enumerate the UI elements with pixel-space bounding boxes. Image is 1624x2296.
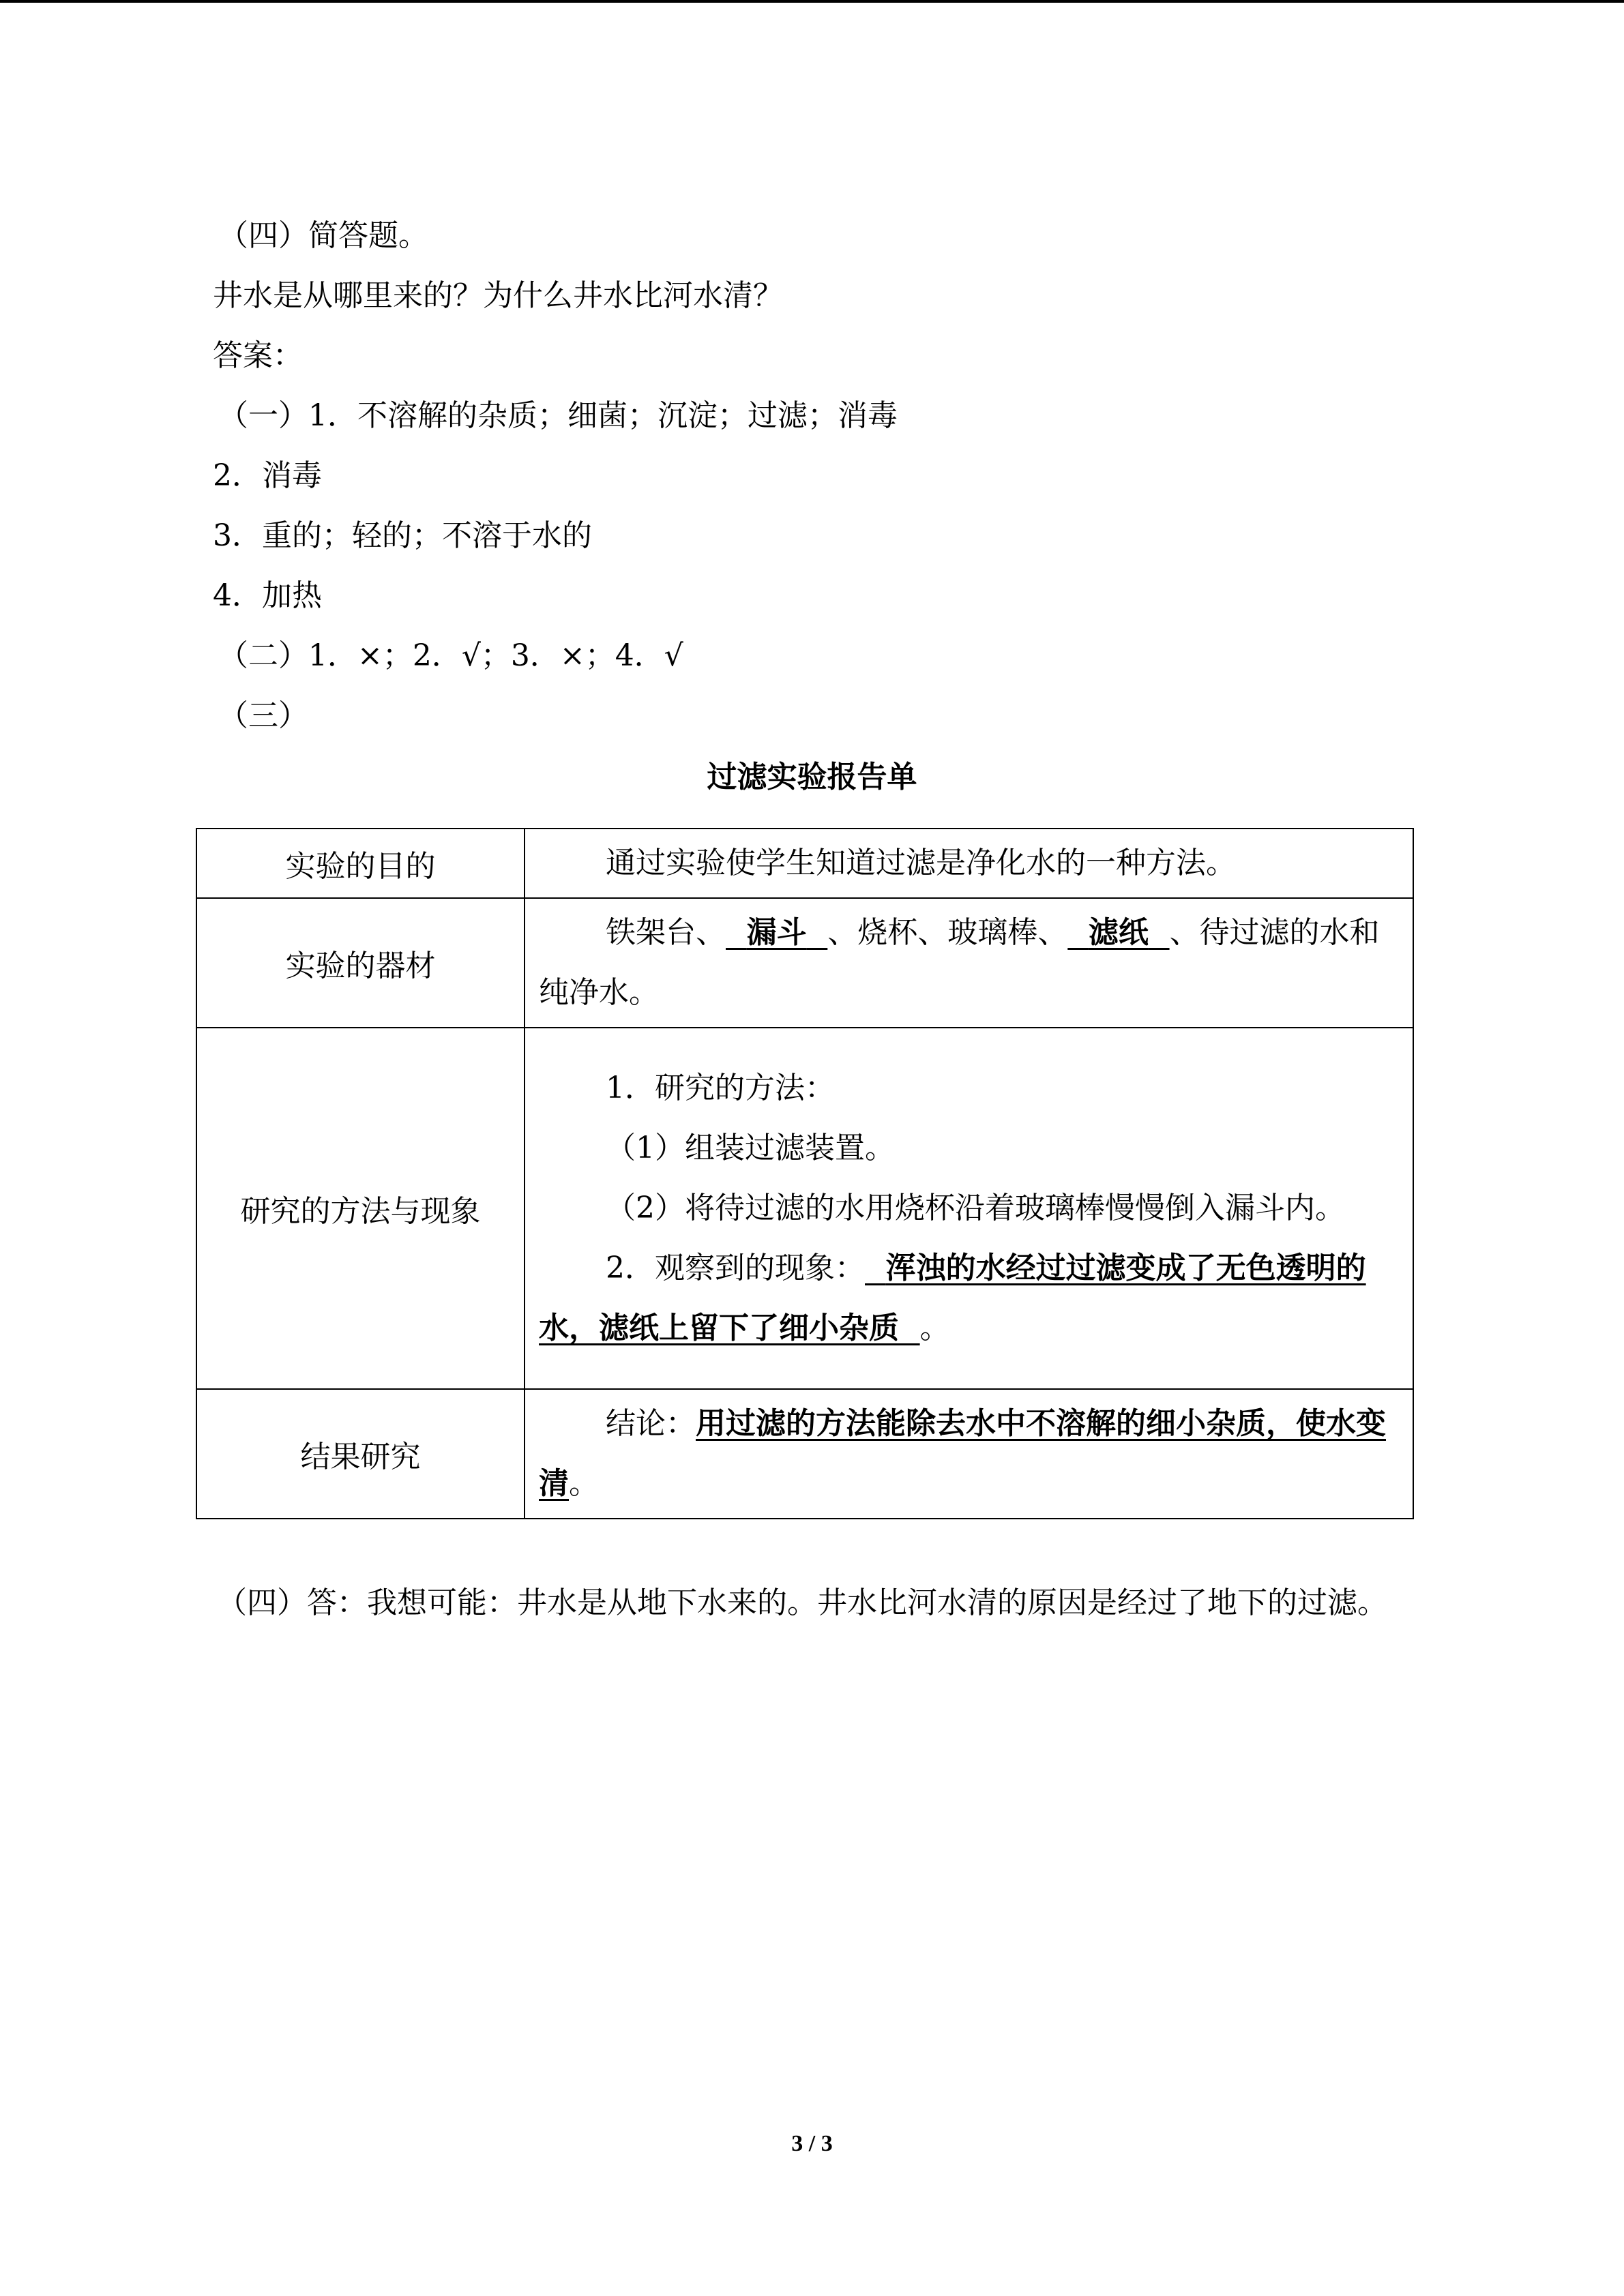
- answer-part4: （四）答：我想可能：井水是从地下水来的。井水比河水清的原因是经过了地下的过滤。: [217, 1585, 1387, 1620]
- answer-part1-q4: 4．加热: [213, 578, 322, 613]
- conclusion-answer: 用过滤的方法能除去水中不溶解的细小杂质，使水变清: [539, 1406, 1386, 1501]
- table-row-method: [196, 1028, 1413, 1389]
- report-table: [196, 828, 1414, 1519]
- equipment-text-3: 、待过滤的水和纯净水。: [539, 915, 1380, 1010]
- page-top-rule: [0, 0, 1624, 3]
- answer-part1-q2: 2．消毒: [213, 458, 322, 493]
- observation-answer: 浑浊的水经过过滤变成了无色透明的水，滤纸上留下了细小杂质: [539, 1251, 1366, 1345]
- purpose-text: 通过实验使学生知道过滤是净化水的一种方法。: [606, 846, 1236, 880]
- result-content: 结论：用过滤的方法能除去水中不溶解的细小杂质，使水变清。: [525, 1389, 1413, 1519]
- equipment-blank-filter-paper: 滤纸: [1088, 915, 1149, 950]
- method-observation: 2．观察到的现象： 浑浊的水经过过滤变成了无色透明的水，滤纸上留下了细小杂质 。: [539, 1251, 1366, 1345]
- answer-part2: （二）1．×；2．√；3．×；4．√: [218, 638, 683, 673]
- answer-part1-q3: 3．重的；轻的；不溶于水的: [213, 518, 592, 553]
- report-title: 过滤实验报告单: [707, 760, 917, 794]
- method-step-heading: 1．研究的方法：: [606, 1071, 835, 1105]
- answer-label: 答案：: [213, 338, 303, 373]
- conclusion-label: 结论：: [606, 1406, 696, 1441]
- method-label: 研究的方法与现象: [196, 1028, 525, 1389]
- method-step-2: （2）将待过滤的水用烧杯沿着玻璃棒慢慢倒入漏斗内。: [606, 1191, 1345, 1225]
- equipment-content: [525, 898, 1413, 1028]
- table-row-result: [196, 1389, 1413, 1519]
- page-number: 3 / 3: [791, 2131, 833, 2156]
- method-step-1: （1）组装过滤装置。: [606, 1131, 895, 1165]
- table-row-equipment: [196, 898, 1413, 1028]
- answer-part1-q1: （一）1．不溶解的杂质；细菌；沉淀；过滤；消毒: [218, 398, 898, 433]
- answer-part3: （三）: [218, 698, 308, 733]
- method-content: [525, 1028, 1413, 1389]
- result-label: 结果研究: [196, 1389, 525, 1519]
- question4-text: 井水是从哪里来的？为什么井水比河水清？: [213, 278, 783, 313]
- observation-label: 2．观察到的现象：: [606, 1251, 865, 1285]
- equipment-text-2: 、烧杯、玻璃棒、: [827, 915, 1068, 950]
- section4-heading: （四）简答题。: [218, 218, 428, 253]
- purpose-label: 实验的目的: [196, 829, 525, 898]
- table-row-purpose: [196, 829, 1413, 898]
- equipment-label: 实验的器材: [196, 898, 525, 1028]
- equipment-text-1: 铁架台、: [606, 915, 726, 950]
- purpose-content: [525, 829, 1413, 898]
- equipment-blank-funnel: 漏斗: [746, 915, 807, 950]
